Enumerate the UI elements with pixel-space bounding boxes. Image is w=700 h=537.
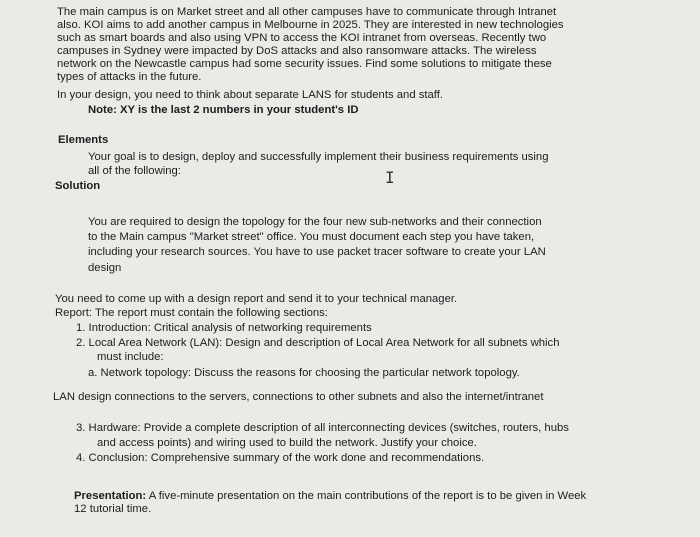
elements-heading: Elements [58, 134, 109, 146]
report-item: and access points) and wiring used to build the network. Justify your choice. [97, 437, 477, 449]
report-item: 4. Conclusion: Comprehensive summary of the work done and recommendations. [76, 452, 485, 464]
elements-line: all of the following: [88, 165, 181, 177]
intro-line: types of attacks in the future. [57, 71, 202, 83]
intro-line: network on the Newcastle campus had some security issues. Find some solutions to mitigate these [57, 58, 552, 70]
solution-line: including your research sources. You have to use packet tracer software to create your LAN [88, 246, 546, 258]
intro-line: also. KOI aims to add another campus in Melbourne in 2025. They are interested in new technologies [57, 19, 564, 31]
presentation-label: Presentation: [74, 490, 147, 502]
report-line: Report: The report must contain the following sections: [55, 307, 328, 319]
report-line: You need to come up with a design report and send it to your technical manager. [55, 293, 458, 305]
presentation-line [74, 490, 586, 503]
intro-line: In your design, you need to think about separate LANS for students and staff. [57, 89, 444, 101]
solution-line: design [88, 262, 122, 274]
report-item: 2. Local Area Network (LAN): Design and description of Local Area Network for all subnets which [76, 337, 560, 349]
solution-line: You are required to design the topology for the four new sub-networks and their connection [88, 216, 542, 228]
solution-heading: Solution [55, 180, 101, 192]
presentation-line-2: 12 tutorial time. [74, 503, 152, 515]
intro-line: campuses in Sydney were impacted by DoS attacks and also ransomware attacks. The wireless [57, 45, 537, 57]
report-item: 3. Hardware: Provide a complete description of all interconnecting devices (switches, routers, hubs [76, 422, 569, 434]
intro-line: The main campus is on Market street and all other campuses have to communicate through Intranet [57, 6, 557, 18]
text-cursor-icon: I [385, 168, 395, 187]
presentation-text: A five-minute presentation on the main contributions of the report is to be given in Week [146, 490, 587, 502]
lan-design-line: LAN design connections to the servers, connections to other subnets and also the internet/intranet [53, 391, 544, 403]
solution-line: to the Main campus "Market street" office. You must document each step you have taken, [88, 231, 535, 243]
report-item: must include: [97, 351, 164, 363]
intro-line: such as smart boards and also using VPN to access the KOI intranet from overseas. Recently two [57, 32, 547, 44]
report-item: a. Network topology: Discuss the reasons for choosing the particular network topology. [88, 367, 520, 379]
elements-line: Your goal is to design, deploy and successfully implement their business requirements using [88, 151, 549, 163]
report-item: 1. Introduction: Critical analysis of networking requirements [76, 322, 372, 334]
student-id-note: Note: XY is the last 2 numbers in your student's ID [88, 104, 359, 116]
